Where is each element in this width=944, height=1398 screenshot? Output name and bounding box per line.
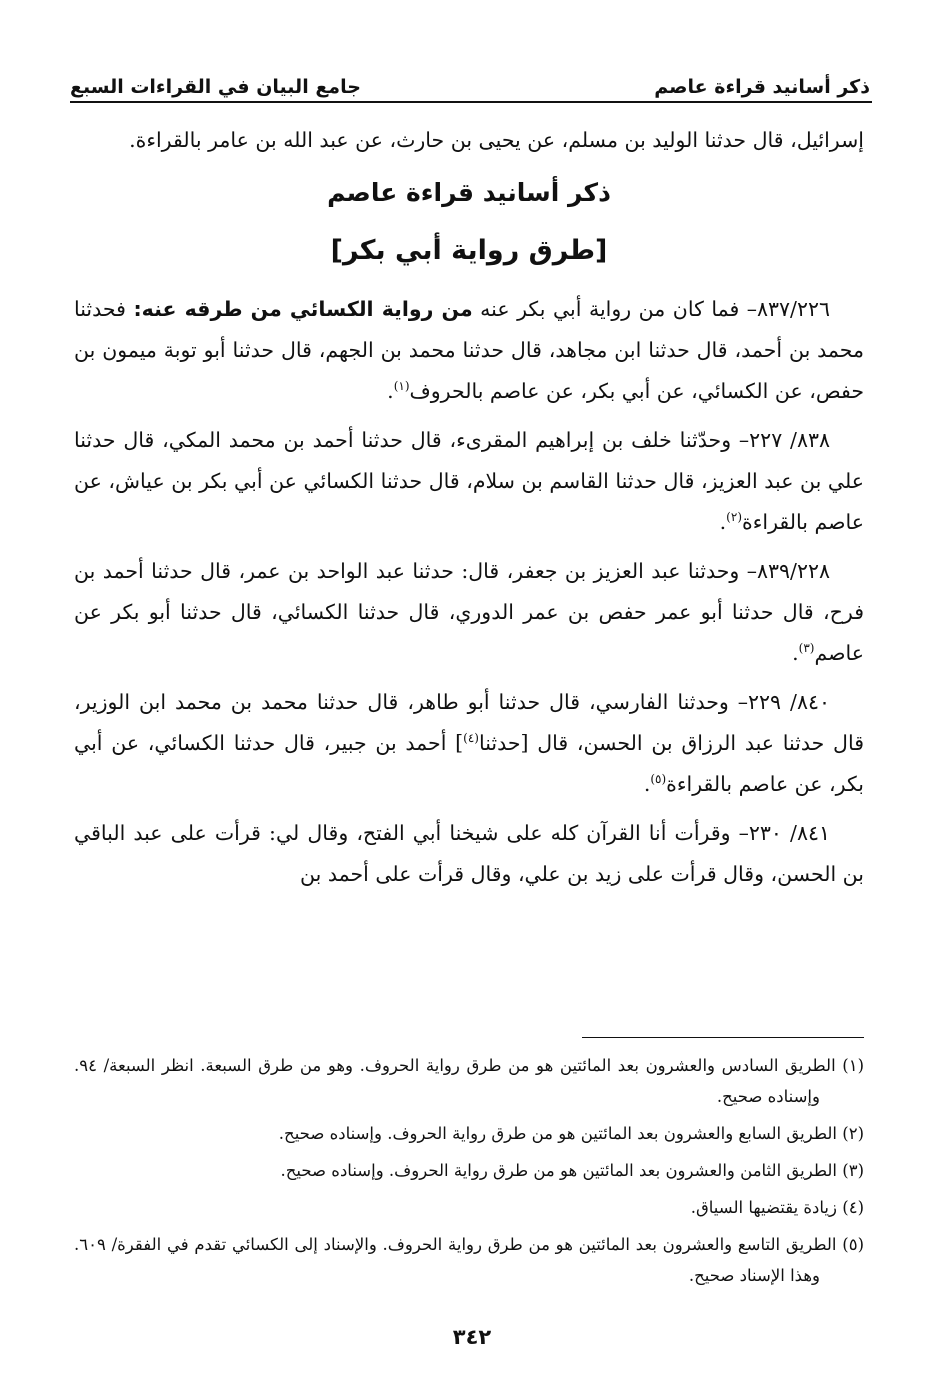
page-number: ٣٤٢ [452,1325,492,1349]
paragraph-number: ٨٣٨/ ٢٢٧– [738,428,830,452]
footnote-ref-5[interactable]: (٥) [650,772,667,787]
paragraph-839 [74,551,864,674]
paragraph-number: ٨٤٠/ ٢٢٩– [737,690,830,714]
paragraph-end: . [792,641,799,665]
footnote-ref-4[interactable]: (٤) [463,731,479,746]
paragraph-838 [74,420,864,543]
header-book-title: جامع البيان في القراءات السبع [70,76,361,98]
section-subheading: [طرق رواية أبي بكر] [330,235,608,266]
paragraph-bold-lead: من رواية الكسائي من طرقه عنه: [133,297,473,321]
footnote-ref-1[interactable]: (١) [393,379,410,394]
paragraph-text: وقرأت أنا القرآن كله على شيخنا أبي الفتح، وقال لي: قرأت على عبد الباقي بن الحسن، وقال قرأت على زيد بن علي، وقال قرأت على أحمد بن [74,821,864,886]
footnote-5: (٥) الطريق التاسع والعشرون بعد المائتين هو من طرق رواية الحروف. والإسناد إلى الكسائي تقدم في الفقرة/ ٦٠٩. وهذا الإسناد صحيح. [74,1235,864,1285]
footnote-3: (٣) الطريق الثامن والعشرون بعد المائتين هو من طرق رواية الحروف. وإسناده صحيح. [280,1161,864,1180]
footnote-2: (٢) الطريق السابع والعشرون بعد المائتين هو من طرق رواية الحروف. وإسناده صحيح. [278,1124,864,1143]
paragraph-lead: فما كان من رواية أبي بكر عنه [472,297,747,321]
footnote-separator [582,1037,864,1038]
paragraph-text: وحدثنا عبد العزيز بن جعفر، قال: حدثنا عبد الواحد بن عمر، قال حدثنا أحمد بن فرح، قال حدثنا أبو عمر حفص بن عمر الدوري، قال حدثنا الكسائي، قال حدثنا أبو بكر عن عاصم [74,559,864,665]
paragraph-number: ٨٣٧/٢٢٦– [746,297,830,321]
footnotes [74,1050,864,1297]
paragraph-text: فحدثنا محمد بن أحمد، قال حدثنا ابن مجاهد، قال حدثنا محمد بن الجهم، قال حدثنا أبو توبة ميمون بن حفص، عن الكسائي، عن أبي بكر، عن عاصم بالحروف [74,297,864,403]
paragraph-841 [74,813,864,895]
footnote-4: (٤) زيادة يقتضيها السياق. [690,1198,864,1217]
footnote-ref-3[interactable]: (٣) [798,641,815,656]
header-rule [70,101,872,103]
paragraph-end: . [387,379,394,403]
main-text [74,120,864,903]
paragraph-840 [74,682,864,805]
paragraph-number: ٨٤١/ ٢٣٠– [738,821,830,845]
running-header [70,64,870,98]
paragraph-text-pre: وحدثنا الفارسي، قال حدثنا أبو طاهر، قال حدثنا محمد بن محمد ابن الوزير، قال حدثنا عبد الرزاق بن الحسن، قال [حدثنا [74,690,864,755]
paragraph-number: ٨٣٩/٢٢٨– [746,559,830,583]
continuation-paragraph: إسرائيل، قال حدثنا الوليد بن مسلم، عن يحيى بن حارث، عن عبد الله بن عامر بالقراءة. [129,128,864,152]
footnote-ref-2[interactable]: (٢) [726,510,742,525]
section-heading: ذكر أسانيد قراءة عاصم [327,178,611,207]
paragraph-end: . [643,772,651,796]
paragraph-text: ] أحمد بن جبير، قال حدثنا الكسائي، عن أبي بكر، عن عاصم بالقراءة [74,731,864,796]
footnote-1: (١) الطريق السادس والعشرون بعد المائتين هو من طرق رواية الحروف. وهو من طرق السبعة. انظر السبعة/ ٩٤. وإسناده صحيح. [74,1056,864,1106]
paragraph-837 [74,289,864,412]
paragraph-end: . [719,510,727,534]
paragraph-text: وحدّثنا خلف بن إبراهيم المقرىء، قال حدثنا أحمد بن محمد المكي، قال حدثنا علي بن عبد العزيز، قال حدثنا القاسم بن سلام، قال حدثنا الكسائي عن أبي بكر بن عياش، عن عاصم بالقراءة [74,428,864,534]
header-chapter-title: ذكر أسانيد قراءة عاصم [654,76,870,98]
